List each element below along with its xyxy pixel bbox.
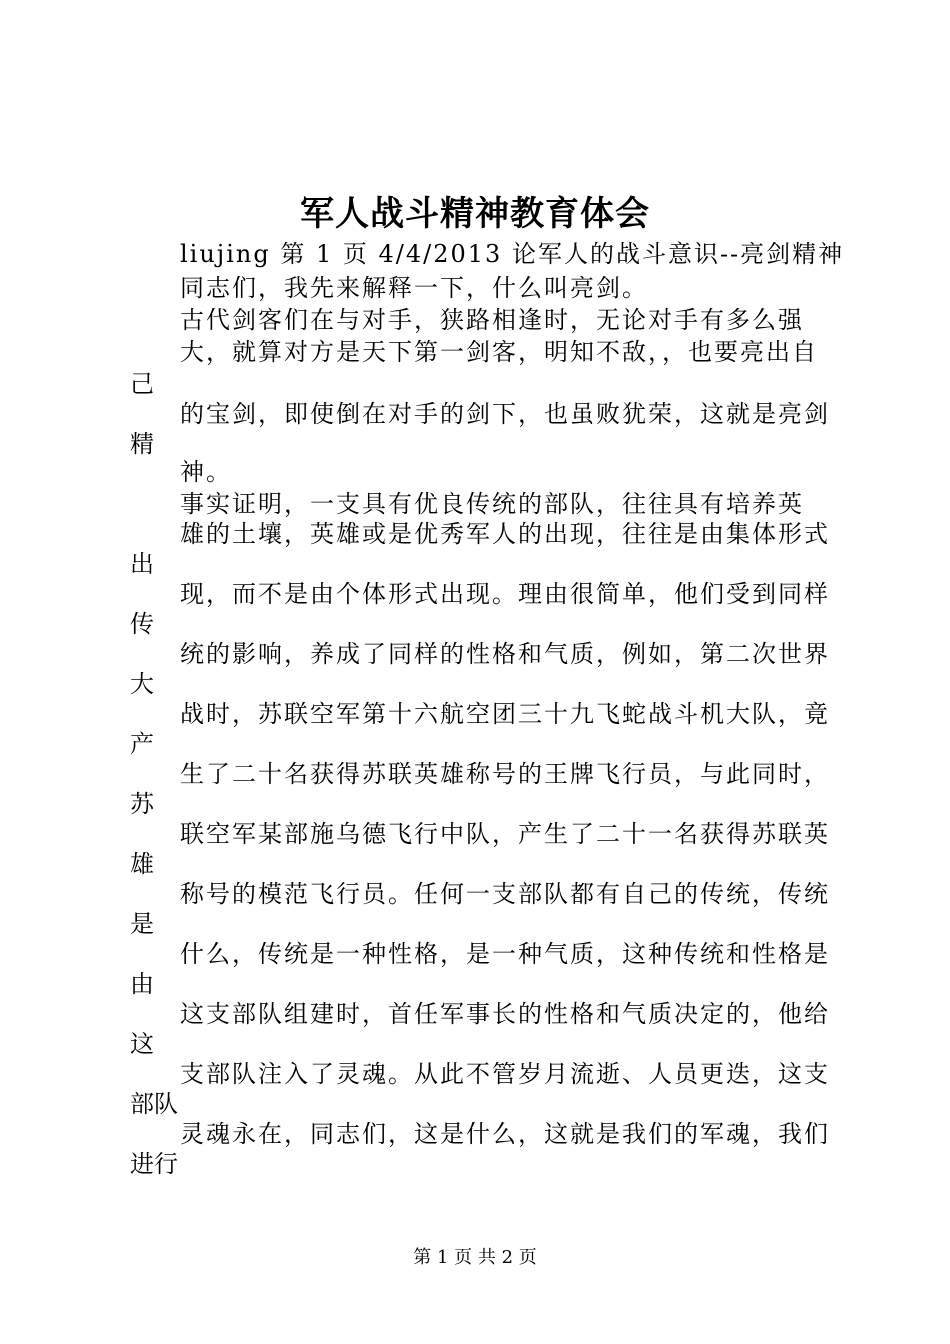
document-title: 军人战斗精神教育体会 [300,194,650,234]
body-line: 雄的土壤，英雄或是优秀军人的出现，往往是由集体形式 [180,520,830,548]
body-line: liujing 第 1 页 4/4/2013 论军人的战斗意识--亮剑精神 [180,240,845,268]
body-line: 古代剑客们在与对手，狭路相逢时，无论对手有多么强 [180,306,804,334]
wrapped-char: 己 [130,370,154,398]
body-line: 统的影响，养成了同样的性格和气质，例如，第二次世界 [180,640,830,668]
body-line: 这支部队组建时，首任军事长的性格和气质决定的，他给 [180,1000,830,1028]
wrapped-char: 产 [130,730,154,758]
body-line: 生了二十名获得苏联英雄称号的王牌飞行员，与此同时， [180,760,830,788]
body-line: 联空军某部施乌德飞行中队，产生了二十一名获得苏联英 [180,820,830,848]
wrapped-char: 雄 [130,850,154,878]
wrapped-char: 出 [130,550,154,578]
wrapped-char: 部队 [130,1090,178,1118]
wrapped-char: 这 [130,1030,154,1058]
body-line: 同志们，我先来解释一下，什么叫亮剑。 [180,274,648,302]
body-line: 现，而不是由个体形式出现。理由很简单，他们受到同样 [180,580,830,608]
body-line: 事实证明，一支具有优良传统的部队，往往具有培养英 [180,490,804,518]
body-line: 什么，传统是一种性格，是一种气质，这种传统和性格是 [180,940,830,968]
wrapped-char: 进行 [130,1150,178,1178]
wrapped-char: 传 [130,610,154,638]
wrapped-char: 由 [130,970,154,998]
body-line: 灵魂永在，同志们，这是什么，这就是我们的军魂，我们 [180,1120,830,1148]
body-line: 称号的模范飞行员。任何一支部队都有自己的传统，传统 [180,880,830,908]
wrapped-char: 是 [130,910,154,938]
body-line: 的宝剑，即使倒在对手的剑下，也虽败犹荣，这就是亮剑 [180,400,830,428]
wrapped-char: 苏 [130,790,154,818]
wrapped-char: 大 [130,670,154,698]
body-line: 战时，苏联空军第十六航空团三十九飞蛇战斗机大队，竟 [180,700,830,728]
body-line: 神。 [180,458,232,486]
body-line: 大，就算对方是天下第一剑客，明知不敌，，也要亮出自 [180,338,818,366]
wrapped-char: 精 [130,430,154,458]
page-footer: 第 1 页 共 2 页 [413,1247,537,1268]
body-line: 支部队注入了灵魂。从此不管岁月流逝、人员更迭，这支 [180,1060,830,1088]
